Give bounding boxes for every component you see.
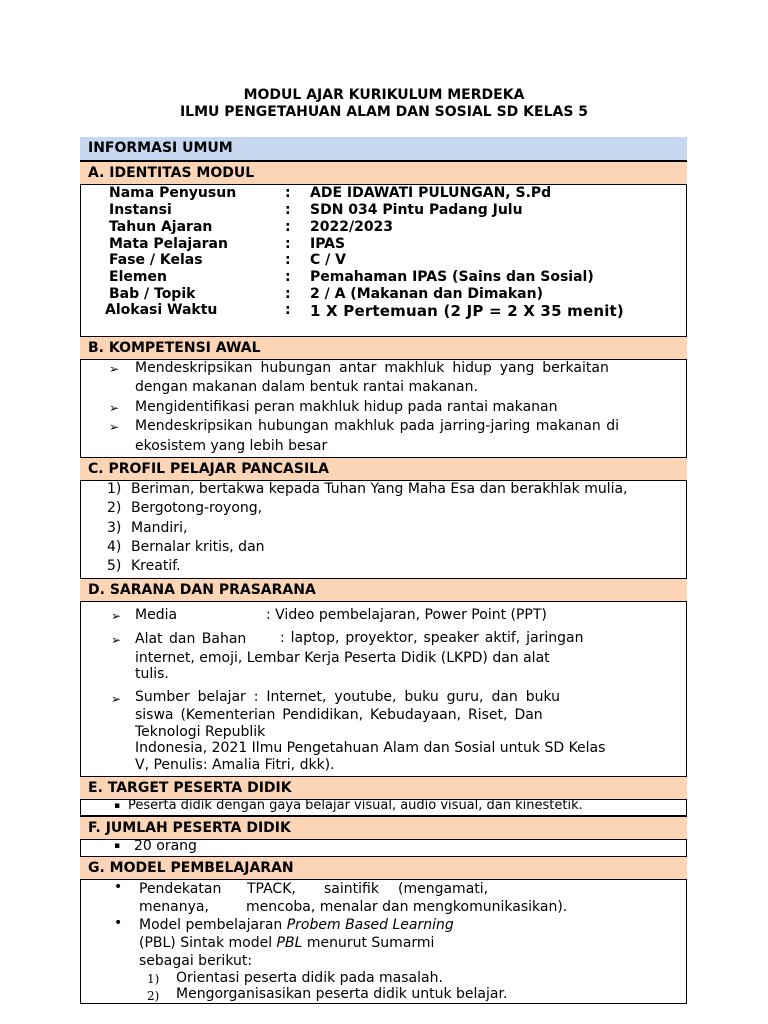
section-informasi-umum: INFORMASI UMUM [80, 137, 687, 161]
identitas-colon: : [285, 219, 291, 235]
sarana-sumber-line-1: Sumber belajar : Internet, youtube, buku guru, dan buku [135, 689, 561, 705]
sarana-sumber-line-5: V, Penulis: Amalia Fitri, dkk). [135, 757, 335, 773]
section-profil-pelajar-pancasila: C. PROFIL PELAJAR PANCASILA [80, 457, 687, 481]
profil-number: 3) [107, 520, 122, 536]
section-identitas-modul: A. IDENTITAS MODUL [80, 161, 687, 185]
profil-item: Bergotong-royong, [131, 500, 263, 516]
profil-number: 2) [107, 500, 122, 516]
profil-item: Bernalar kritis, dan [131, 539, 265, 555]
model-p2-line-1: Model pembelajaran Probem Based Learning [139, 917, 454, 933]
section-target-peserta-didik: E. TARGET PESERTA DIDIK [80, 776, 687, 800]
square-bullet-icon: ▪ [114, 841, 121, 851]
model-p1-b: TPACK, [247, 881, 296, 897]
identitas-value: 1 X Pertemuan (2 JP = 2 X 35 menit) [310, 302, 624, 320]
identitas-label: Nama Penyusun [109, 185, 237, 201]
identitas-colon: : [285, 286, 291, 302]
model-step-2: Mengorganisasikan peserta didik untuk belajar. [176, 986, 508, 1002]
sarana-media-value: : Video pembelajaran, Power Point (PPT) [266, 607, 547, 623]
identitas-value: Pemahaman IPAS (Sains dan Sosial) [310, 269, 594, 285]
sarana-alat-line-1: : laptop, proyektor, speaker aktif, jaringan [280, 630, 584, 646]
arrow-bullet-icon: ➢ [111, 609, 122, 623]
kompetensi-item-3-line-2: ekosistem yang lebih besar [135, 438, 328, 454]
profil-number: 4) [107, 539, 122, 555]
identitas-value: C / V [310, 252, 346, 268]
section-jumlah-peserta-didik: F. JUMLAH PESERTA DIDIK [80, 816, 687, 840]
sarana-sumber-line-4: Indonesia, 2021 Ilmu Pengetahuan Alam dan Sosial untuk SD Kelas [135, 740, 606, 756]
arrow-bullet-icon: ➢ [109, 362, 120, 376]
identitas-value: 2 / A (Makanan dan Dimakan) [310, 286, 543, 302]
arrow-bullet-icon: ➢ [111, 633, 122, 647]
model-p1-d: (mengamati, [398, 881, 489, 897]
section-sarana-prasarana: D. SARANA DAN PRASARANA [80, 578, 687, 602]
model-p2-line-2: (PBL) Sintak model PBL menurut Sumarmi [139, 935, 435, 951]
identitas-colon: : [285, 269, 291, 285]
target-text: Peserta didik dengan gaya belajar visual, audio visual, dan kinestetik. [128, 798, 583, 813]
sarana-alat-line-2: internet, emoji, Lembar Kerja Peserta Didik (LKPD) dan alat [135, 650, 550, 666]
identitas-colon: : [285, 302, 291, 318]
profil-number: 1) [107, 481, 122, 497]
identitas-label: Fase / Kelas [109, 252, 203, 268]
identitas-label: Elemen [109, 269, 167, 285]
document-title-line-2: ILMU PENGETAHUAN ALAM DAN SOSIAL SD KELAS 5 [179, 104, 589, 120]
kompetensi-item-1-line-1: Mendeskripsikan hubungan antar makhluk hidup yang berkaitan [135, 360, 609, 376]
profil-item: Beriman, bertakwa kepada Tuhan Yang Maha Esa dan berakhlak mulia, [131, 481, 628, 497]
model-step-1: Orientasi peserta didik pada masalah. [176, 970, 443, 986]
kompetensi-item-2: Mengidentifikasi peran makhluk hidup pada rantai makanan [135, 399, 558, 415]
kompetensi-item-3-line-1: Mendeskripsikan hubungan makhluk pada jarring-jaring makanan di [135, 418, 619, 434]
arrow-bullet-icon: ➢ [109, 420, 120, 434]
model-p1-a: Pendekatan [139, 881, 222, 897]
identitas-value: SDN 034 Pintu Padang Julu [310, 202, 523, 218]
profil-number: 5) [107, 558, 122, 574]
identitas-label: Bab / Topik [109, 286, 196, 302]
step-number: 2) [147, 989, 160, 1003]
dot-bullet-icon: • [114, 915, 123, 931]
sarana-alat-line-3: tulis. [135, 666, 169, 682]
identitas-label: Instansi [109, 202, 172, 218]
identitas-colon: : [285, 252, 291, 268]
arrow-bullet-icon: ➢ [111, 692, 122, 706]
identitas-label: Tahun Ajaran [109, 219, 213, 235]
document-title-line-1: MODUL AJAR KURIKULUM MERDEKA [243, 87, 525, 103]
identitas-value: ADE IDAWATI PULUNGAN, S.Pd [310, 185, 552, 201]
model-p2-line-3: sebagai berikut: [139, 953, 253, 969]
square-bullet-icon: ▪ [114, 801, 121, 811]
sarana-sumber-line-2: siswa (Kementerian Pendidikan, Kebudayaan, Riset, Dan [135, 707, 543, 723]
section-kompetensi-awal: B. KOMPETENSI AWAL [80, 336, 687, 360]
sarana-sumber-line-3: Teknologi Republik [135, 724, 266, 740]
identitas-colon: : [285, 236, 291, 252]
identitas-colon: : [285, 185, 291, 201]
model-p1-line-2b: mencoba, menalar dan mengkomunikasikan). [246, 899, 568, 915]
section-model-pembelajaran: G. MODEL PEMBELAJARAN [80, 856, 687, 880]
profil-item: Mandiri, [131, 520, 188, 536]
model-p1-c: saintifik [324, 881, 379, 897]
identitas-value: 2022/2023 [310, 219, 394, 235]
dot-bullet-icon: • [114, 879, 123, 895]
kompetensi-item-1-line-2: dengan makanan dalam bentuk rantai makanan. [135, 379, 478, 395]
sarana-media-label: Media [135, 607, 178, 623]
sarana-alat-label: Alat dan Bahan [135, 631, 247, 647]
step-number: 1) [147, 972, 160, 986]
profil-item: Kreatif. [131, 558, 181, 574]
identitas-colon: : [285, 202, 291, 218]
identitas-label: Alokasi Waktu [105, 302, 218, 318]
identitas-value: IPAS [310, 236, 346, 252]
identitas-label: Mata Pelajaran [109, 236, 228, 252]
arrow-bullet-icon: ➢ [109, 401, 120, 415]
jumlah-text: 20 orang [134, 838, 197, 854]
model-p1-line-2a: menanya, [139, 899, 209, 915]
